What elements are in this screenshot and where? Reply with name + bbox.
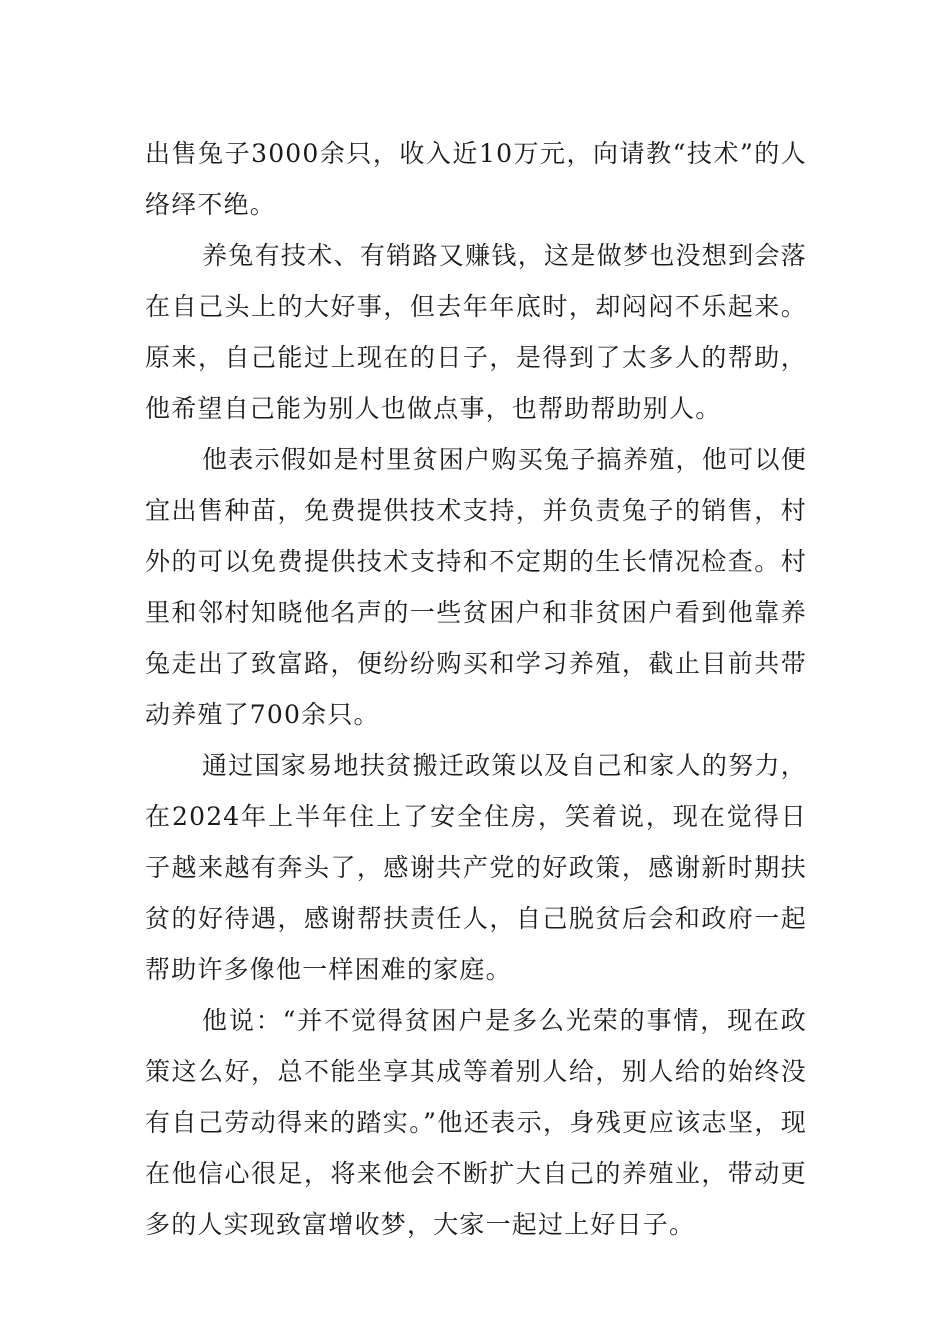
paragraph: 他说：“并不觉得贫困户是多么光荣的事情，现在政策这么好，总不能坐享其成等着别人给，别人给的始终没有自己劳动得来的踏实。”他还表示，身残更应该志坚，现在他信心很足，将来他会不断扩大自己的养殖业，带动更多的人实现致富增收梦，大家一起过上好日子。 bbox=[145, 1006, 807, 1239]
paragraph-continued: 出售兔子3000余只，收入近10万元，向请教“技术”的人络绎不绝。 bbox=[145, 139, 807, 219]
paragraph: 通过国家易地扶贫搬迁政策以及自己和家人的努力，在2024年上半年住上了安全住房，笑着说，现在觉得日子越来越有奔头了，感谢共产党的好政策，感谢新时期扶贫的好待遇，感谢帮扶责任人，自己脱贫后会和政府一起帮助许多像他一样困难的家庭。 bbox=[145, 751, 807, 984]
paragraph: 他表示假如是村里贫困户购买兔子搞养殖，他可以便宜出售种苗，免费提供技术支持，并负责兔子的销售，村外的可以免费提供技术支持和不定期的生长情况检查。村里和邻村知晓他名声的一些贫困户和非贫困户看到他靠养兔走出了致富路，便纷纷购买和学习养殖，截止目前共带动养殖了700余只。 bbox=[145, 445, 807, 729]
document-body bbox=[145, 128, 807, 1250]
paragraph: 养兔有技术、有销路又赚钱，这是做梦也没想到会落在自己头上的大好事，但去年年底时，却闷闷不乐起来。原来，自己能过上现在的日子，是得到了太多人的帮助，他希望自己能为别人也做点事，也帮助帮助别人。 bbox=[145, 241, 807, 423]
